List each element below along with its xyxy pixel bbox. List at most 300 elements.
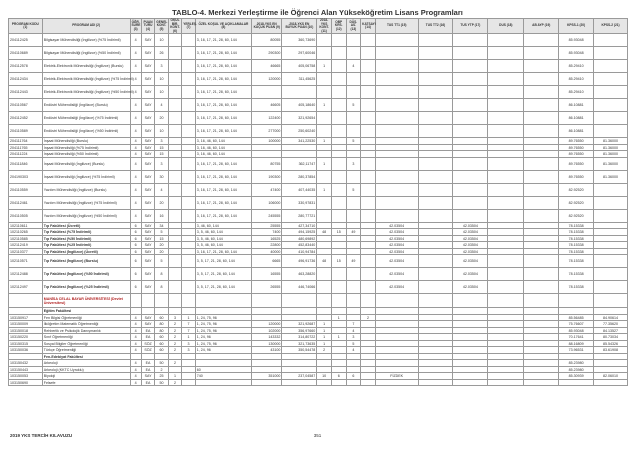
- program-name-cell: Biyoloji: [42, 373, 130, 380]
- table-cell: 1: [317, 157, 332, 170]
- program-table: [8, 18, 628, 386]
- table-cell: 88.16809: [559, 340, 594, 347]
- table-cell: SAY: [141, 60, 155, 73]
- table-cell: 47400: [252, 183, 282, 196]
- table-cell: 15: [331, 255, 346, 268]
- table-cell: [418, 281, 453, 294]
- table-cell: [361, 170, 376, 183]
- table-cell: 80055: [252, 34, 282, 47]
- table-cell: 22800: [252, 242, 282, 249]
- table-cell: 405,06758: [282, 60, 317, 73]
- table-cell: 4: [130, 321, 141, 328]
- table-cell: 42.03504: [375, 248, 418, 255]
- header-cell: DÜŞ. AS. (13): [346, 19, 361, 34]
- table-cell: 78.15338: [559, 268, 594, 281]
- table-cell: [346, 294, 361, 308]
- table-cell: [524, 47, 559, 60]
- table-cell: 40000: [252, 248, 282, 255]
- program-code-cell: 204110559: [9, 183, 43, 196]
- table-cell: 42.03504: [453, 242, 488, 249]
- table-cell: 48: [317, 229, 332, 236]
- table-cell: [488, 34, 524, 47]
- table-cell: 2: [168, 334, 182, 341]
- table-cell: 16555: [252, 268, 282, 281]
- table-cell: 42.03504: [453, 222, 488, 229]
- table-cell: [252, 379, 282, 386]
- table-cell: 86.10881: [559, 99, 594, 112]
- table-cell: [488, 379, 524, 386]
- table-cell: 10: [155, 125, 169, 138]
- table-cell: FİZDEK: [375, 373, 418, 380]
- table-cell: SAY: [141, 99, 155, 112]
- table-cell: 4: [130, 60, 141, 73]
- table-cell: [331, 99, 346, 112]
- table-cell: 5: [346, 99, 361, 112]
- table-cell: [182, 209, 196, 222]
- table-cell: [331, 170, 346, 183]
- table-cell: 15: [155, 235, 169, 242]
- table-cell: [346, 209, 361, 222]
- program-code-cell: 204112434: [9, 73, 43, 86]
- table-cell: 5: [346, 183, 361, 196]
- table-cell: [524, 294, 559, 308]
- table-cell: [252, 86, 282, 99]
- table-cell: 1: [317, 340, 332, 347]
- table-cell: 85.54326: [594, 340, 628, 347]
- table-cell: [361, 183, 376, 196]
- header-cell: KPSS-1 (20): [559, 19, 594, 34]
- table-cell: [361, 99, 376, 112]
- table-cell: [361, 86, 376, 99]
- footer-guide-title: 2019 YKS TERCİH KILAVUZU: [10, 433, 73, 438]
- table-cell: 446,74066: [282, 281, 317, 294]
- header-cell: ÖĞR. SÜRE (3): [130, 19, 141, 34]
- table-cell: [418, 183, 453, 196]
- table-cell: SAY: [141, 373, 155, 380]
- program-code-cell: 102110377: [9, 248, 43, 255]
- program-name-cell: Endüstri Mühendisliği (İngilizce) (%75 İndirimli): [42, 112, 130, 125]
- table-cell: [594, 60, 628, 73]
- table-body: [9, 34, 628, 386]
- table-cell: 1: [317, 183, 332, 196]
- table-cell: EA: [141, 366, 155, 373]
- program-table-wrap: [8, 18, 628, 386]
- table-cell: [453, 73, 488, 86]
- table-cell: 82.92520: [559, 209, 594, 222]
- table-cell: [331, 34, 346, 47]
- program-code-cell: 103150443: [9, 366, 43, 373]
- table-cell: [168, 255, 182, 268]
- table-cell: 6: [130, 281, 141, 294]
- table-cell: 85.56485: [559, 314, 594, 321]
- table-cell: 6665: [252, 255, 282, 268]
- table-cell: [594, 196, 628, 209]
- table-cell: SAY: [141, 235, 155, 242]
- table-row: [9, 157, 628, 170]
- header-cell: GENEL KONT. (5): [155, 19, 169, 34]
- table-cell: 4: [130, 125, 141, 138]
- table-cell: 4: [130, 138, 141, 145]
- table-cell: 85.29410: [559, 60, 594, 73]
- table-cell: 49: [346, 229, 361, 236]
- table-cell: SÖZ: [141, 347, 155, 354]
- table-cell: 4: [130, 334, 141, 341]
- table-cell: [346, 86, 361, 99]
- table-cell: 143332: [252, 334, 282, 341]
- table-cell: 25555: [252, 222, 282, 229]
- table-cell: [418, 255, 453, 268]
- table-cell: 4: [346, 60, 361, 73]
- table-cell: 3, 16, 17, 21, 28, 60, 144: [195, 34, 251, 47]
- table-cell: 350,54478: [282, 347, 317, 354]
- table-cell: 6: [130, 268, 141, 281]
- table-cell: 3, 16, 17, 21, 28, 60, 144: [195, 73, 251, 86]
- table-cell: 80: [155, 321, 169, 328]
- table-cell: SAY: [141, 73, 155, 86]
- table-cell: [346, 112, 361, 125]
- table-cell: 42.03504: [453, 268, 488, 281]
- table-cell: [594, 47, 628, 60]
- table-cell: 4: [130, 360, 141, 367]
- table-cell: [594, 86, 628, 99]
- table-cell: [182, 73, 196, 86]
- table-cell: 3: [346, 334, 361, 341]
- table-cell: [594, 268, 628, 281]
- table-cell: [418, 86, 453, 99]
- table-cell: 78.15338: [559, 229, 594, 236]
- table-cell: 3: [182, 340, 196, 347]
- table-cell: 82.06010: [594, 373, 628, 380]
- table-cell: 7400: [252, 229, 282, 236]
- table-cell: [168, 73, 182, 86]
- table-cell: 250,60240: [282, 125, 317, 138]
- table-cell: 1: [168, 373, 182, 380]
- table-cell: [331, 379, 346, 386]
- table-cell: 1: [317, 334, 332, 341]
- header-cell: AB AYP (19): [524, 19, 559, 34]
- table-cell: 89.76550: [559, 170, 594, 183]
- table-cell: 3: [155, 157, 169, 170]
- table-cell: [594, 209, 628, 222]
- table-cell: 80.73034: [594, 334, 628, 341]
- table-cell: [418, 73, 453, 86]
- program-name-cell: İlköğretim Matematik Öğretmenliği: [42, 321, 130, 328]
- table-cell: 2: [317, 347, 332, 354]
- table-cell: 8: [155, 268, 169, 281]
- table-cell: [453, 34, 488, 47]
- header-cell: DUS (18): [488, 19, 524, 34]
- table-row: [9, 170, 628, 183]
- table-cell: 85.29410: [559, 73, 594, 86]
- table-cell: [317, 125, 332, 138]
- table-cell: [453, 196, 488, 209]
- table-cell: [361, 209, 376, 222]
- table-cell: 4: [130, 183, 141, 196]
- table-cell: [168, 281, 182, 294]
- table-cell: 3, 16, 46, 60, 144: [195, 138, 251, 145]
- program-code-cell: 102112419: [9, 242, 43, 249]
- table-cell: 82.92520: [559, 196, 594, 209]
- table-cell: [361, 379, 376, 386]
- table-cell: [524, 112, 559, 125]
- program-code-cell: 103150018: [9, 327, 43, 334]
- table-cell: SAY: [141, 242, 155, 249]
- program-name-cell: Rehberlik ve Psikolojik Danışmanlık: [42, 327, 130, 334]
- table-cell: 16: [155, 209, 169, 222]
- table-cell: 60: [155, 347, 169, 354]
- program-name-cell: Arkeoloji: [42, 360, 130, 367]
- table-cell: [524, 170, 559, 183]
- table-cell: 73.96531: [559, 347, 594, 354]
- program-name-cell: Tıp Fakültesi (%75 İndirimli): [42, 229, 130, 236]
- table-cell: 3, 5, 17, 21, 28, 60, 144: [195, 268, 251, 281]
- table-cell: 4: [130, 112, 141, 125]
- header-cell: 2018-YKS EN BÜYÜK PUAN (10): [282, 19, 317, 34]
- table-cell: 351000: [252, 373, 282, 380]
- program-name-cell: Tıp Fakültesi (İngilizce) (%50 İndirimli): [42, 268, 130, 281]
- table-cell: 81.36000: [594, 157, 628, 170]
- table-cell: 6: [331, 373, 346, 380]
- program-name-cell: Elektrik-Elektronik Mühendisliği (İngilizce) (%50 İndirimli): [42, 86, 130, 99]
- table-cell: 3, 16, 17, 21, 28, 60, 144: [195, 248, 251, 255]
- table-cell: SAY: [141, 321, 155, 328]
- table-cell: 3, 5, 46, 60, 144: [195, 229, 251, 236]
- table-cell: [559, 294, 594, 308]
- program-code-cell: 103150036: [9, 347, 43, 354]
- table-cell: 4: [130, 314, 141, 321]
- table-cell: 78.15338: [559, 248, 594, 255]
- table-cell: 78.15338: [559, 222, 594, 229]
- table-cell: 77.35620: [594, 321, 628, 328]
- table-cell: [331, 60, 346, 73]
- table-cell: SAY: [141, 196, 155, 209]
- table-cell: EA: [141, 334, 155, 341]
- table-cell: 85.23980: [559, 360, 594, 367]
- table-cell: [168, 60, 182, 73]
- table-cell: 452,83440: [282, 242, 317, 249]
- program-name-cell: Tıp Fakültesi (%50 İndirimli): [42, 235, 130, 242]
- table-cell: 2: [361, 314, 376, 321]
- table-cell: [594, 99, 628, 112]
- header-cell: TUS YTP (17): [453, 19, 488, 34]
- table-cell: [182, 294, 196, 308]
- table-cell: [182, 268, 196, 281]
- table-cell: [317, 73, 332, 86]
- table-cell: 10: [155, 86, 169, 99]
- table-cell: [361, 34, 376, 47]
- table-cell: [418, 268, 453, 281]
- table-cell: [331, 86, 346, 99]
- table-cell: SAY: [141, 268, 155, 281]
- program-name-cell: Arkeoloji (KKTC Uyruklu): [42, 366, 130, 373]
- table-cell: 85.93048: [559, 47, 594, 60]
- table-cell: [331, 196, 346, 209]
- table-cell: [524, 209, 559, 222]
- program-code-cell: 204110505: [9, 209, 43, 222]
- table-cell: 49: [346, 255, 361, 268]
- table-cell: [375, 112, 418, 125]
- table-cell: SAY: [141, 157, 155, 170]
- table-cell: 4: [130, 151, 141, 158]
- footer-page-number: 351: [313, 433, 322, 438]
- table-cell: 6: [130, 229, 141, 236]
- table-cell: 7: [182, 321, 196, 328]
- table-cell: [182, 170, 196, 183]
- table-cell: [524, 157, 559, 170]
- table-cell: 34: [155, 222, 169, 229]
- table-cell: 405,18640: [282, 99, 317, 112]
- table-cell: [375, 34, 418, 47]
- table-cell: 4: [130, 99, 141, 112]
- header-cell: OBP KRS. (12): [331, 19, 346, 34]
- table-cell: [524, 99, 559, 112]
- header-cell: 2018-YKS EN KÜÇÜK PUAN (9): [252, 19, 282, 34]
- table-cell: [168, 125, 182, 138]
- table-cell: [331, 281, 346, 294]
- table-cell: 463,28820: [282, 268, 317, 281]
- table-cell: [418, 379, 453, 386]
- table-cell: [488, 47, 524, 60]
- table-cell: [168, 268, 182, 281]
- table-cell: [418, 99, 453, 112]
- table-cell: [168, 34, 182, 47]
- table-cell: SAY: [141, 86, 155, 99]
- table-cell: [375, 99, 418, 112]
- table-cell: [361, 125, 376, 138]
- table-cell: 3: [168, 314, 182, 321]
- program-name-cell: Tıp Fakültesi (İngilizce) (Burslu): [42, 255, 130, 268]
- table-cell: 102000: [252, 327, 282, 334]
- table-cell: 3, 16, 17, 21, 28, 60, 144: [195, 209, 251, 222]
- table-cell: SAY: [141, 255, 155, 268]
- table-cell: [346, 281, 361, 294]
- table-cell: 4: [130, 170, 141, 183]
- table-cell: 1, 24, 75, 96: [195, 340, 251, 347]
- table-cell: 4: [130, 73, 141, 86]
- table-cell: 4: [130, 340, 141, 347]
- table-row: [9, 73, 628, 86]
- table-cell: 1: [317, 327, 332, 334]
- program-name-cell: Bilgisayar Mühendisliği (İngilizce) (%50 İndirimli): [42, 47, 130, 60]
- table-cell: [331, 47, 346, 60]
- header-cell: PUAN TÜRÜ (4): [141, 19, 155, 34]
- table-cell: [453, 209, 488, 222]
- table-cell: [453, 112, 488, 125]
- table-cell: 4: [130, 209, 141, 222]
- table-cell: 46665: [252, 60, 282, 73]
- table-cell: [168, 294, 182, 308]
- program-code-cell: 204112578: [9, 60, 43, 73]
- table-cell: [346, 73, 361, 86]
- table-cell: [488, 255, 524, 268]
- table-cell: 4: [130, 347, 141, 354]
- table-cell: 3: [155, 60, 169, 73]
- table-cell: [346, 379, 361, 386]
- table-cell: 321,92687: [282, 321, 317, 328]
- table-cell: [361, 157, 376, 170]
- table-cell: [182, 183, 196, 196]
- table-cell: [168, 47, 182, 60]
- table-cell: [317, 268, 332, 281]
- table-cell: [346, 196, 361, 209]
- table-cell: [375, 86, 418, 99]
- table-cell: 86.10881: [559, 112, 594, 125]
- table-row: [9, 86, 628, 99]
- table-cell: 4: [130, 157, 141, 170]
- table-cell: [524, 125, 559, 138]
- table-cell: 25: [155, 373, 169, 380]
- table-cell: 42.03504: [375, 255, 418, 268]
- table-cell: 85.23980: [559, 366, 594, 373]
- table-cell: 2: [168, 347, 182, 354]
- program-name-cell: Endüstri Mühendisliği (İngilizce) (%50 İndirimli): [42, 125, 130, 138]
- table-cell: [346, 170, 361, 183]
- table-cell: 42.03504: [375, 242, 418, 249]
- table-cell: 3, 5, 17, 21, 28, 60, 144: [195, 281, 251, 294]
- table-cell: [182, 112, 196, 125]
- table-cell: [182, 34, 196, 47]
- table-cell: [168, 209, 182, 222]
- table-cell: 427,34710: [282, 222, 317, 229]
- table-cell: SAY: [141, 314, 155, 321]
- table-cell: 20: [155, 242, 169, 249]
- table-cell: [346, 125, 361, 138]
- table-cell: 3, 16, 17, 21, 28, 60, 144: [195, 170, 251, 183]
- table-cell: 494,15925: [282, 229, 317, 236]
- table-cell: [418, 47, 453, 60]
- table-cell: SAY: [141, 47, 155, 60]
- table-cell: [317, 34, 332, 47]
- program-name-cell: Tıp Fakültesi (Ücretli): [42, 222, 130, 229]
- table-cell: [168, 196, 182, 209]
- table-cell: 4: [130, 379, 141, 386]
- table-cell: 362,11747: [282, 157, 317, 170]
- table-cell: 60: [155, 340, 169, 347]
- program-name-cell: İnşaat Mühendisliği (İngilizce) (%75 İndirimli): [42, 170, 130, 183]
- table-cell: [488, 99, 524, 112]
- table-cell: 3, 5, 46, 60, 144: [195, 235, 251, 242]
- table-cell: 5: [155, 255, 169, 268]
- table-cell: [331, 268, 346, 281]
- table-cell: [488, 86, 524, 99]
- table-cell: 85.93048: [559, 327, 594, 334]
- program-name-cell: İnşaat Mühendisliği (İngilizce) (Burslu): [42, 157, 130, 170]
- table-cell: 407,44035: [282, 183, 317, 196]
- table-cell: 4: [155, 183, 169, 196]
- program-name-cell: Sosyal Bilgiler Öğretmenliği: [42, 340, 130, 347]
- table-cell: [559, 379, 594, 386]
- program-code-cell: 204112452: [9, 112, 43, 125]
- table-cell: [168, 86, 182, 99]
- table-cell: 4: [346, 327, 361, 334]
- table-cell: 42.03504: [453, 281, 488, 294]
- table-cell: [282, 86, 317, 99]
- table-cell: 60: [195, 366, 251, 373]
- table-cell: 3, 16, 17, 21, 28, 60, 144: [195, 86, 251, 99]
- program-code-cell: 103150690: [9, 379, 43, 386]
- table-cell: [488, 170, 524, 183]
- table-cell: [375, 196, 418, 209]
- table-cell: [453, 47, 488, 60]
- header-cell: PROGRAM ADI (2): [42, 19, 130, 34]
- program-name-cell: Yazılım Mühendisliği (İngilizce) (Burslu): [42, 183, 130, 196]
- table-cell: [182, 47, 196, 60]
- table-cell: [182, 86, 196, 99]
- table-cell: [182, 379, 196, 386]
- table-cell: SAY: [141, 138, 155, 145]
- table-cell: [252, 294, 282, 308]
- table-cell: [182, 281, 196, 294]
